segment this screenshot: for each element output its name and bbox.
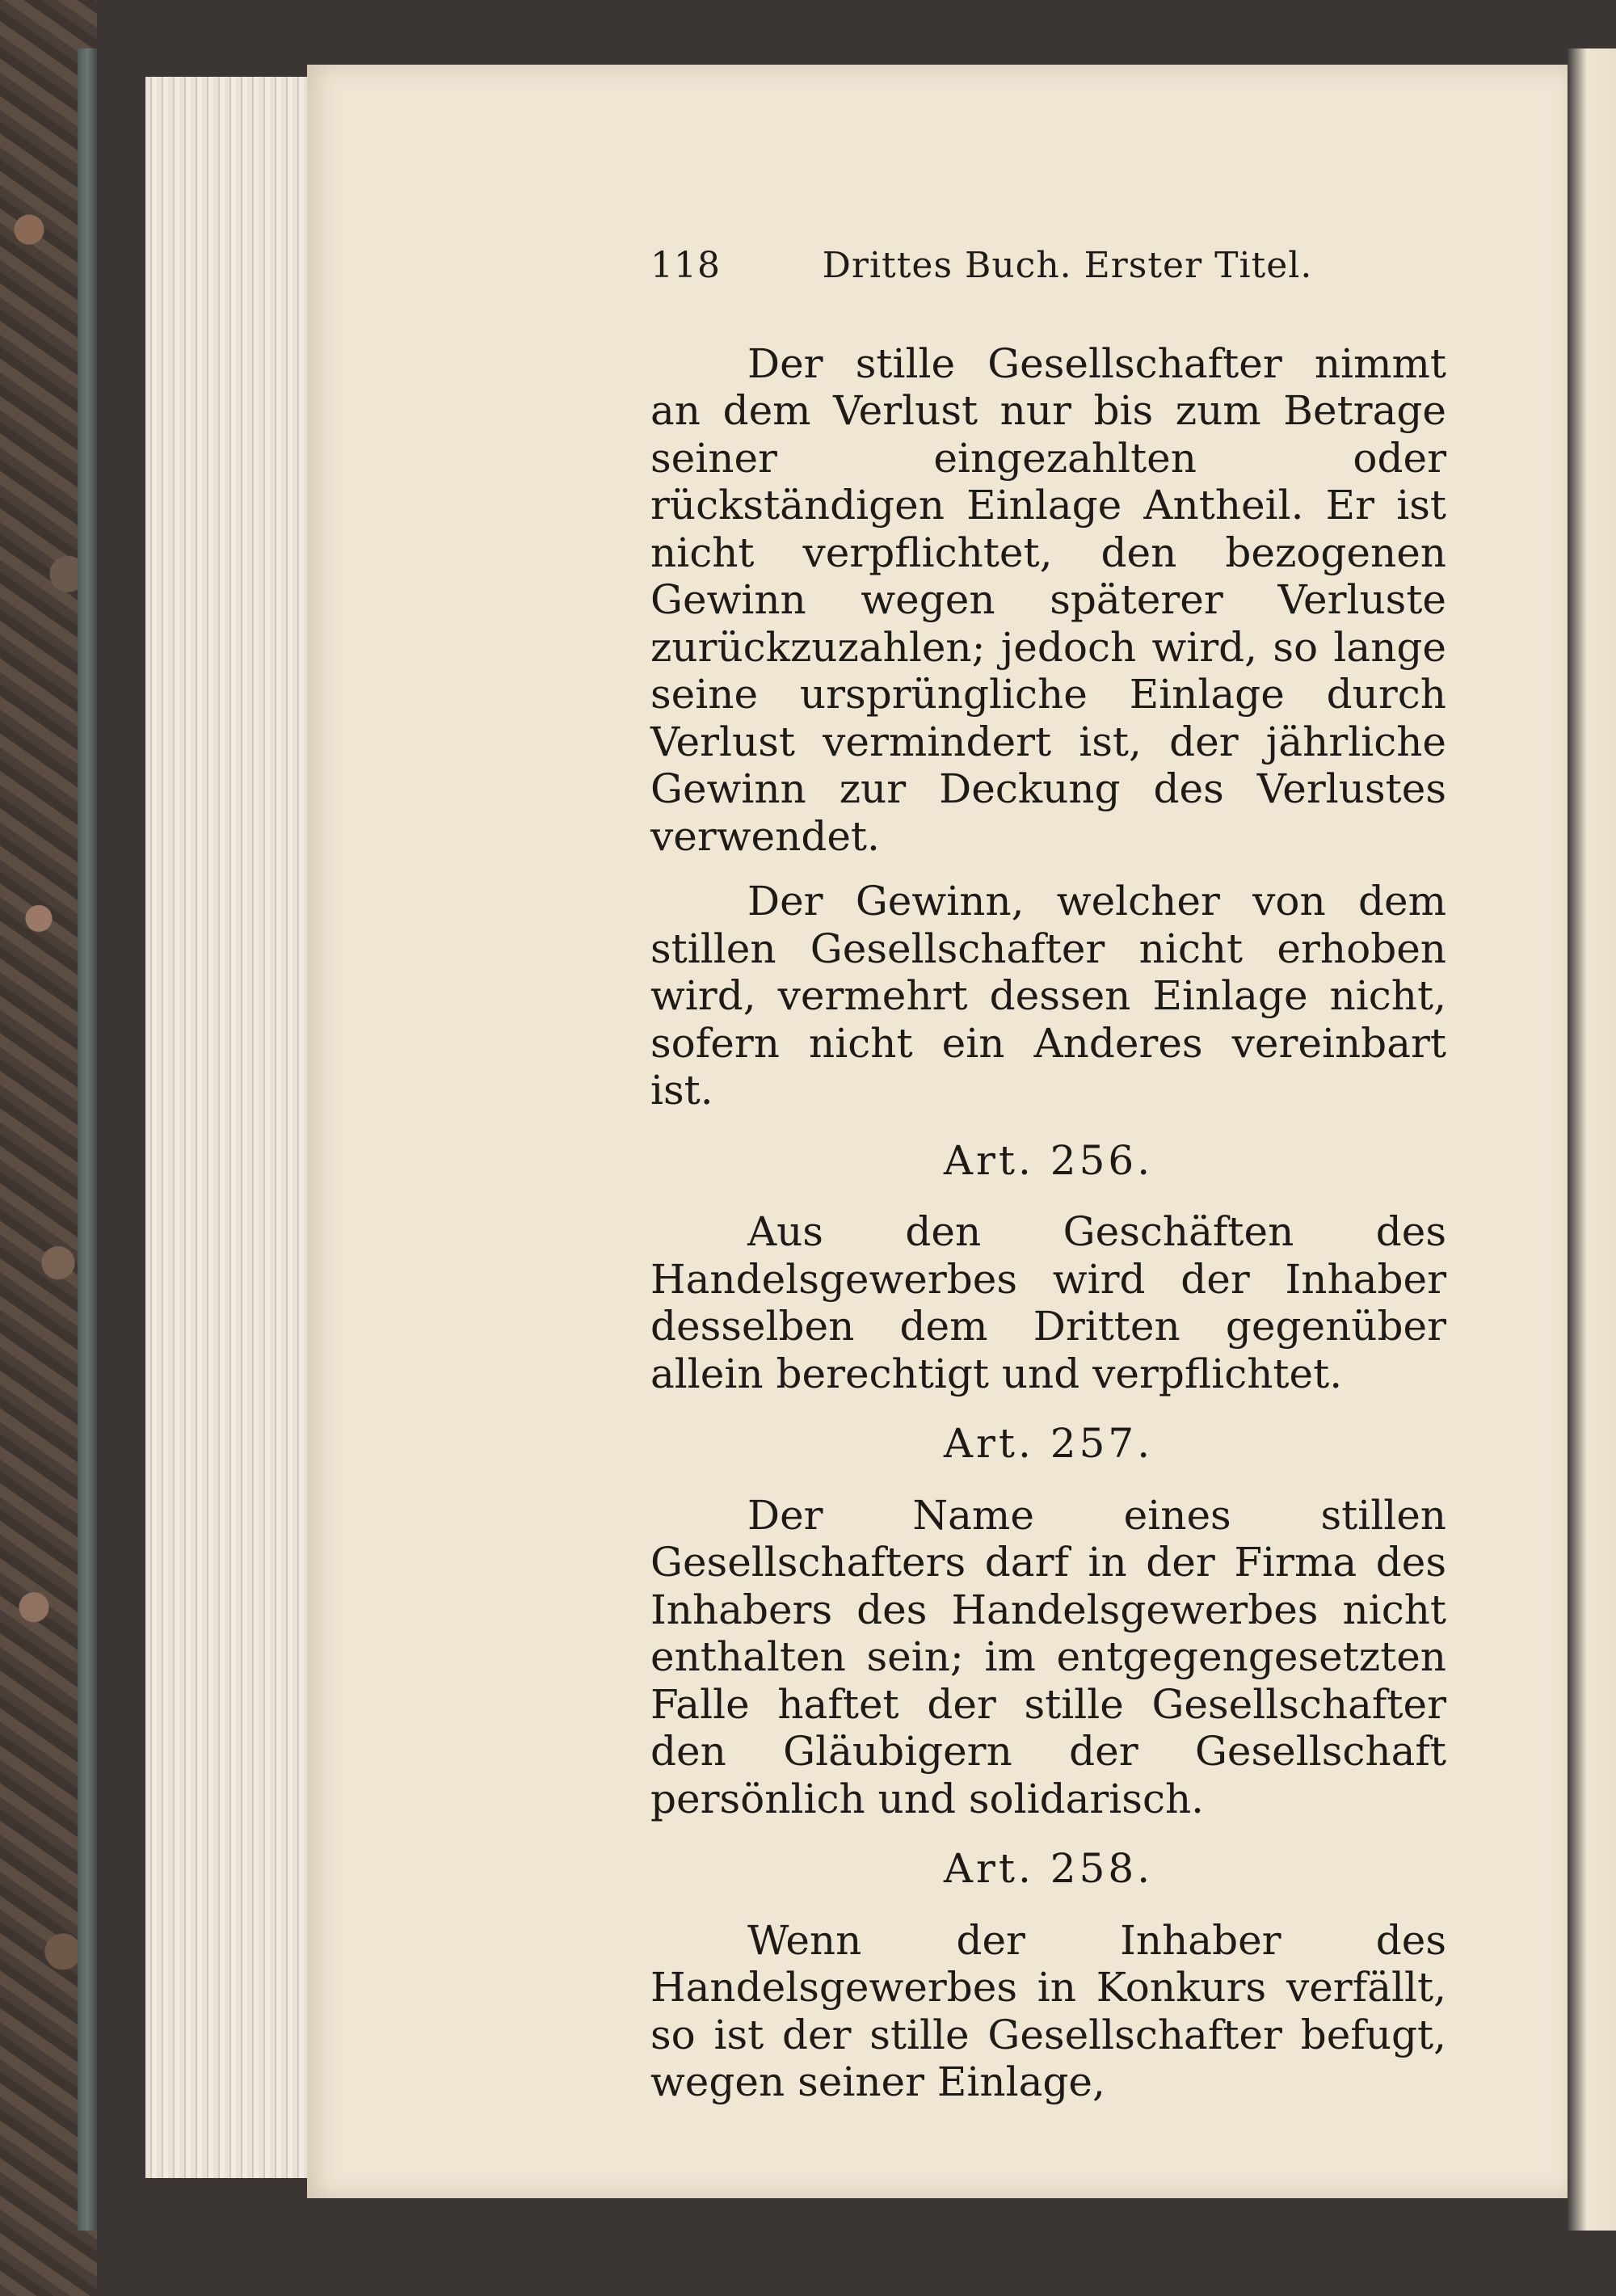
running-title: Drittes Buch. Erster Titel. bbox=[822, 245, 1313, 286]
page-number: 118 bbox=[650, 245, 721, 286]
facing-page-edge bbox=[1568, 48, 1616, 2231]
page-edges bbox=[145, 77, 309, 2178]
paragraph: Der Gewinn, welcher von dem stillen Gesellschafter nicht erhoben wird, vermehrt dessen Einlage nicht, sofern nicht ein Anderes vereinbart ist. bbox=[650, 878, 1446, 1114]
running-head bbox=[650, 242, 1446, 290]
paragraph: Der stille Gesellschafter nimmt an dem Verlust nur bis zum Betrage seiner eingezahlten oder rückständigen Einlage Antheil. Er ist nicht verpflichtet, den bezogenen Gewinn wegen späterer Verluste zurückzuzahlen; jedoch wird, so lange seine ursprüngliche Einlage durch Verlust vermindert ist, der jährliche Gewinn zur Deckung des Verlustes verwendet. bbox=[650, 339, 1446, 860]
article-heading: Art. 257. bbox=[943, 1420, 1154, 1467]
article-heading: Art. 256. bbox=[943, 1136, 1154, 1184]
book-spine-edge bbox=[78, 48, 97, 2231]
article-text: Wenn der Inhaber des Handelsgewerbes in Konkurs verfällt, so ist der stille Gesellschafter befugt, wegen seiner Einlage, bbox=[650, 1916, 1446, 2105]
article-text: Der Name eines stillen Gesellschafters darf in der Firma des Inhabers des Handelsgewerbes nicht enthalten sein; im entgegengesetzten Falle haftet der stille Gesellschafter den Gläubigern der Gesellschaft persönlich und solidarisch. bbox=[650, 1491, 1446, 1822]
page-text-block bbox=[650, 242, 1446, 2124]
article-text: Aus den Geschäften des Handelsgewerbes wird der Inhaber desselben dem Dritten gegenüber allein berechtigt und verpflichtet. bbox=[650, 1208, 1446, 1397]
article-heading: Art. 258. bbox=[943, 1845, 1154, 1892]
